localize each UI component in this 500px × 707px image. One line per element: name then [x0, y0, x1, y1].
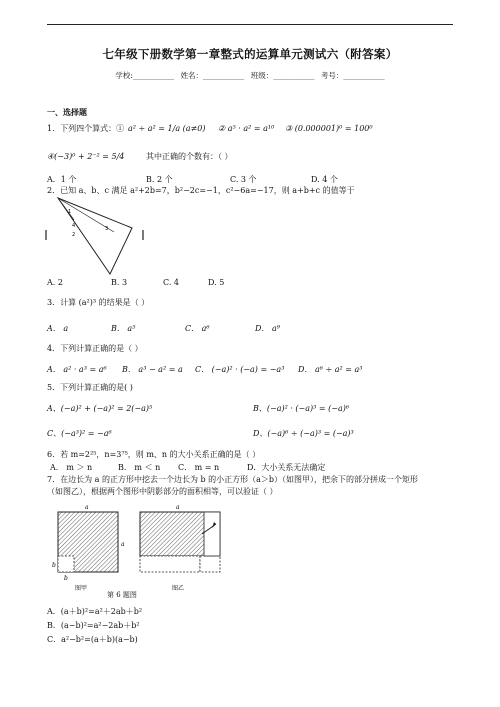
q6-option-b[interactable]: B． m ＜ n [118, 463, 161, 472]
q6-option-a[interactable]: A． m ＞ n [50, 463, 93, 472]
student-info [0, 70, 500, 81]
name-field[interactable]: 姓名：___________ [180, 71, 245, 80]
exam-no-field[interactable]: 考号：___________ [320, 71, 385, 80]
page-title: 七年级下册数学第一章整式的运算单元测试六（附答案） [102, 47, 398, 61]
q2-stem: 2．已知 a、b、c 满足 a²+2b=7，b²−2c=−1，c²−6a=−17，则 a+b+c 的值等于 [47, 186, 355, 195]
q7-option-a[interactable]: A．(a＋b)²=a²＋2ab＋b² [47, 607, 143, 616]
q4-option-a[interactable]: A． a² · a³ = a⁶ [47, 365, 107, 374]
class-field[interactable]: 班级：___________ [250, 71, 315, 80]
q1-stem: 1．下列四个算式：① [47, 124, 125, 133]
q1-expr-2: ② a⁵ · a² = a¹⁰ [218, 124, 275, 133]
q5-option-d[interactable]: D、(−a)⁶ ÷ (−a)³ = (−a)³ [253, 429, 354, 438]
fig1-label: 图甲 [75, 585, 88, 592]
q1-expr-3: ③ (0.000001)⁰ = 100⁰ [285, 124, 373, 133]
q7-option-b[interactable]: B．(a−b)²=a²−2ab＋b² [47, 621, 140, 630]
q2-triangle-figure [44, 196, 154, 276]
fig1-side-a-top: a [85, 504, 89, 511]
fig1-side-b-bottom: b [64, 575, 68, 582]
fig-label-3: 3 [105, 226, 109, 232]
q5-option-c[interactable]: C、(−a³)² = −a⁶ [47, 429, 112, 438]
q1-option-a[interactable]: A．1 个 [47, 175, 77, 184]
q3-option-a[interactable]: A． a [47, 324, 69, 333]
q1-option-c[interactable]: C. 3 个 [230, 175, 257, 184]
q3-stem: 3．计算 (a²)³ 的结果是（ ） [47, 298, 150, 307]
school-field[interactable]: 学校:___________ [115, 71, 175, 80]
fig-label-4: 4 [72, 223, 76, 229]
fig2-label: 图乙 [172, 585, 185, 592]
section-heading: 一、选择题 [47, 108, 87, 117]
q2-option-d[interactable]: D. 5 [208, 278, 225, 287]
top-rule [47, 24, 453, 25]
q3-option-c[interactable]: C． a⁶ [185, 324, 210, 333]
q2-option-b[interactable]: B. 3 [111, 278, 128, 287]
q3-option-b[interactable]: B． a⁵ [111, 324, 136, 333]
q2-option-c[interactable]: C. 4 [163, 278, 180, 287]
q4-stem: 4．下列计算正确的是（ ） [47, 344, 143, 353]
figure-yi [140, 504, 220, 592]
q6-option-c[interactable]: C． m = n [178, 463, 220, 472]
q4-option-d[interactable]: D． a⁶ ÷ a² = a³ [298, 365, 363, 374]
fig1-side-b-left: b [52, 562, 56, 569]
q5-stem: 5．下列计算正确的是( ) [47, 383, 133, 392]
fig1-side-a-right: a [121, 541, 125, 548]
q4-option-c[interactable]: C． (−a)² · (−a) = −a³ [195, 365, 285, 374]
q5-option-a[interactable]: A、(−a)² + (−a)² = 2(−a)⁵ [47, 404, 153, 413]
fig2-side-a: a [176, 504, 180, 511]
q4-option-b[interactable]: B． a³ − a² = a [122, 365, 183, 374]
q1-expr-1: a² ÷ a² = 1/a (a≠0) [128, 124, 206, 133]
q1-expr-4: ④(−3)⁰ + 2⁻² = 5/4 [47, 152, 125, 161]
q1-tail: 其中正确的个数有：（ ） [146, 152, 233, 161]
q7-option-c[interactable]: C．a²−b²=(a＋b)(a−b) [47, 635, 138, 644]
q6-stem: 6．若 m=2²⁵，n=3⁷⁵，则 m、n 的大小关系正确的是（ ） [47, 450, 261, 459]
q1-option-d[interactable]: D. 4 个 [311, 175, 338, 184]
q7-stem-1: 7．在边长为 a 的正方形中挖去一个边长为 b 的小正方形（a＞b）（如图甲），把余下的部分拼成一个矩形 [47, 475, 419, 484]
figure-jia [52, 504, 125, 592]
fig-label-1: 1 [68, 209, 72, 215]
q2-option-a[interactable]: A. 2 [47, 278, 63, 287]
q7-figure-caption: 第 6 题图 [107, 591, 137, 599]
q1-option-b[interactable]: B. 2 个 [146, 175, 173, 184]
q5-option-b[interactable]: B、(−a)² · (−a)³ = (−a)⁶ [253, 404, 350, 413]
fig-label-2: 2 [72, 232, 76, 238]
q6-option-d[interactable]: D．大小关系无法确定 [247, 463, 326, 472]
q3-option-d[interactable]: D． a⁹ [255, 324, 280, 333]
q7-figures [44, 500, 234, 600]
q7-stem-2: （如图乙），根据两个图形中阴影部分的面积相等，可以验证（ ） [47, 487, 278, 496]
